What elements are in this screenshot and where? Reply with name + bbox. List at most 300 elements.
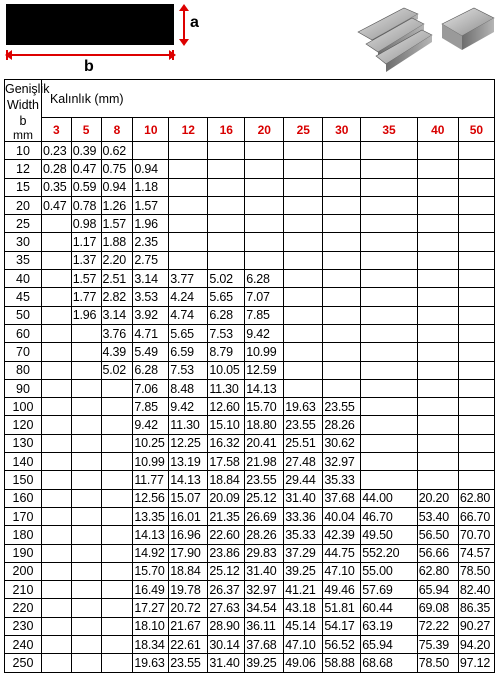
weight-cell: 47.10 [323, 562, 361, 580]
weight-cell: 37.29 [284, 544, 323, 562]
weight-cell: 7.53 [169, 361, 208, 379]
weight-cell: 21.98 [245, 453, 284, 471]
weight-cell [41, 654, 71, 672]
weight-cell [417, 416, 458, 434]
width-cell: 120 [5, 416, 42, 434]
weight-cell: 7.07 [245, 288, 284, 306]
weight-cell: 9.42 [133, 416, 169, 434]
weight-cell [458, 379, 494, 397]
table-row [5, 361, 495, 379]
weight-cell [417, 196, 458, 214]
weight-cell [71, 599, 101, 617]
weight-cell [245, 160, 284, 178]
table-row [5, 379, 495, 397]
weight-cell: 1.88 [101, 233, 133, 251]
weight-cell [458, 233, 494, 251]
width-header-en: Width [7, 98, 39, 112]
weight-cell: 40.04 [323, 507, 361, 525]
weight-cell [417, 434, 458, 452]
weight-cell: 3.76 [101, 324, 133, 342]
weight-cell [417, 270, 458, 288]
width-header-tr: Genişlik [5, 82, 50, 96]
weight-cell [169, 178, 208, 196]
weight-cell: 12.25 [169, 434, 208, 452]
weight-table [4, 79, 495, 673]
weight-cell [71, 507, 101, 525]
weight-cell: 19.63 [284, 398, 323, 416]
weight-cell [284, 196, 323, 214]
weight-cell: 58.88 [323, 654, 361, 672]
table-row [5, 142, 495, 160]
table-row [5, 233, 495, 251]
weight-cell: 39.25 [284, 562, 323, 580]
weight-cell: 30.14 [208, 636, 245, 654]
weight-cell: 1.57 [133, 196, 169, 214]
weight-cell: 8.48 [169, 379, 208, 397]
weight-cell: 6.28 [245, 270, 284, 288]
weight-cell [133, 142, 169, 160]
weight-cell [71, 324, 101, 342]
weight-cell: 1.96 [133, 215, 169, 233]
weight-cell: 27.63 [208, 599, 245, 617]
weight-cell [361, 324, 417, 342]
weight-cell: 2.35 [133, 233, 169, 251]
weight-cell [208, 251, 245, 269]
table-row [5, 453, 495, 471]
width-header-unit: mm [12, 128, 33, 142]
weight-cell [417, 453, 458, 471]
thickness-col-header: 40 [417, 118, 458, 142]
weight-cell [323, 160, 361, 178]
weight-cell: 44.75 [323, 544, 361, 562]
table-row [5, 288, 495, 306]
thickness-col-header: 8 [101, 118, 133, 142]
weight-cell [323, 142, 361, 160]
weight-cell: 5.49 [133, 343, 169, 361]
weight-cell: 42.39 [323, 526, 361, 544]
weight-cell [361, 379, 417, 397]
width-cell: 140 [5, 453, 42, 471]
weight-cell [101, 599, 133, 617]
weight-cell: 7.06 [133, 379, 169, 397]
weight-cell: 2.75 [133, 251, 169, 269]
weight-cell [41, 398, 71, 416]
weight-cell: 28.26 [323, 416, 361, 434]
weight-cell: 12.59 [245, 361, 284, 379]
weight-cell [208, 233, 245, 251]
weight-cell: 18.84 [208, 471, 245, 489]
table-row [5, 562, 495, 580]
thickness-col-header: 12 [169, 118, 208, 142]
weight-cell: 20.72 [169, 599, 208, 617]
weight-cell [458, 196, 494, 214]
weight-cell [41, 379, 71, 397]
weight-cell [101, 617, 133, 635]
weight-cell [169, 251, 208, 269]
weight-cell: 11.30 [169, 416, 208, 434]
weight-cell: 7.53 [208, 324, 245, 342]
weight-cell: 32.97 [245, 581, 284, 599]
weight-cell [361, 398, 417, 416]
weight-cell [71, 398, 101, 416]
weight-cell: 1.18 [133, 178, 169, 196]
weight-cell: 0.39 [71, 142, 101, 160]
width-cell: 220 [5, 599, 42, 617]
weight-cell: 14.13 [245, 379, 284, 397]
weight-cell: 23.86 [208, 544, 245, 562]
weight-cell [417, 398, 458, 416]
weight-cell: 12.56 [133, 489, 169, 507]
weight-cell [323, 306, 361, 324]
weight-cell [458, 416, 494, 434]
weight-cell: 78.50 [458, 562, 494, 580]
weight-cell [458, 142, 494, 160]
weight-cell [71, 544, 101, 562]
thickness-col-header: 30 [323, 118, 361, 142]
weight-cell [101, 453, 133, 471]
width-header-cell [5, 80, 50, 142]
weight-cell: 25.51 [284, 434, 323, 452]
weight-cell: 19.78 [169, 581, 208, 599]
weight-cell [361, 361, 417, 379]
weight-cell: 62.80 [458, 489, 494, 507]
weight-cell [284, 160, 323, 178]
weight-cell [417, 142, 458, 160]
weight-cell: 5.65 [208, 288, 245, 306]
weight-cell [101, 562, 133, 580]
weight-cell: 39.25 [245, 654, 284, 672]
weight-cell [41, 562, 71, 580]
weight-cell [71, 379, 101, 397]
table-row [5, 617, 495, 635]
weight-cell: 3.92 [133, 306, 169, 324]
weight-cell [284, 288, 323, 306]
weight-cell: 0.47 [71, 160, 101, 178]
weight-cell: 51.81 [323, 599, 361, 617]
weight-cell: 70.70 [458, 526, 494, 544]
weight-cell: 27.48 [284, 453, 323, 471]
width-cell: 80 [5, 361, 42, 379]
weight-cell [41, 288, 71, 306]
weight-cell: 15.07 [169, 489, 208, 507]
weight-cell [284, 324, 323, 342]
weight-cell [169, 142, 208, 160]
width-cell: 90 [5, 379, 42, 397]
weight-cell [361, 233, 417, 251]
weight-cell: 17.27 [133, 599, 169, 617]
weight-cell: 18.34 [133, 636, 169, 654]
weight-cell: 2.20 [101, 251, 133, 269]
weight-cell [71, 617, 101, 635]
weight-cell: 10.99 [133, 453, 169, 471]
weight-cell: 12.60 [208, 398, 245, 416]
weight-cell [323, 215, 361, 233]
weight-cell: 16.01 [169, 507, 208, 525]
weight-cell: 36.11 [245, 617, 284, 635]
weight-cell [284, 270, 323, 288]
weight-cell: 0.59 [71, 178, 101, 196]
weight-cell [41, 471, 71, 489]
table-row [5, 599, 495, 617]
width-cell: 12 [5, 160, 42, 178]
weight-cell [71, 562, 101, 580]
weight-cell [245, 233, 284, 251]
weight-cell: 30.62 [323, 434, 361, 452]
weight-cell [245, 196, 284, 214]
weight-cell: 56.52 [323, 636, 361, 654]
weight-cell: 20.41 [245, 434, 284, 452]
weight-cell: 75.39 [417, 636, 458, 654]
table-row [5, 544, 495, 562]
table-row [5, 215, 495, 233]
weight-cell: 19.63 [133, 654, 169, 672]
weight-cell: 23.55 [323, 398, 361, 416]
weight-cell: 53.40 [417, 507, 458, 525]
weight-cell [361, 215, 417, 233]
weight-cell [458, 288, 494, 306]
weight-cell [245, 215, 284, 233]
weight-cell: 0.47 [41, 196, 71, 214]
thickness-col-header: 16 [208, 118, 245, 142]
weight-cell: 49.46 [323, 581, 361, 599]
width-cell: 25 [5, 215, 42, 233]
weight-cell: 65.94 [417, 581, 458, 599]
weight-cell: 3.53 [133, 288, 169, 306]
weight-cell: 21.67 [169, 617, 208, 635]
weight-cell: 0.94 [101, 178, 133, 196]
weight-cell [101, 636, 133, 654]
table-row [5, 270, 495, 288]
weight-cell [458, 178, 494, 196]
table-row [5, 489, 495, 507]
weight-cell: 25.12 [245, 489, 284, 507]
weight-cell: 65.94 [361, 636, 417, 654]
weight-cell [101, 544, 133, 562]
table-row [5, 343, 495, 361]
weight-cell [417, 178, 458, 196]
weight-cell: 31.40 [284, 489, 323, 507]
weight-cell [169, 215, 208, 233]
weight-cell: 4.74 [169, 306, 208, 324]
cross-section-bar [6, 4, 174, 45]
weight-cell [458, 343, 494, 361]
weight-cell: 18.84 [169, 562, 208, 580]
weight-cell: 7.85 [133, 398, 169, 416]
weight-cell: 11.77 [133, 471, 169, 489]
weight-cell: 31.40 [245, 562, 284, 580]
weight-cell [101, 416, 133, 434]
weight-cell: 11.30 [208, 379, 245, 397]
weight-cell [71, 526, 101, 544]
weight-cell [41, 489, 71, 507]
weight-cell: 5.02 [208, 270, 245, 288]
weight-cell: 1.17 [71, 233, 101, 251]
weight-cell: 41.21 [284, 581, 323, 599]
table-row [5, 160, 495, 178]
weight-cell [323, 288, 361, 306]
weight-cell: 43.18 [284, 599, 323, 617]
weight-cell [361, 471, 417, 489]
weight-cell: 6.28 [208, 306, 245, 324]
weight-cell [323, 343, 361, 361]
width-cell: 250 [5, 654, 42, 672]
weight-cell [284, 251, 323, 269]
weight-cell: 17.58 [208, 453, 245, 471]
weight-cell [284, 343, 323, 361]
weight-cell: 5.65 [169, 324, 208, 342]
weight-cell: 49.50 [361, 526, 417, 544]
weight-cell [323, 233, 361, 251]
weight-cell [323, 361, 361, 379]
weight-cell [245, 251, 284, 269]
weight-cell [323, 324, 361, 342]
width-label-b: b [84, 58, 94, 75]
width-cell: 200 [5, 562, 42, 580]
weight-cell: 62.80 [417, 562, 458, 580]
weight-cell: 10.25 [133, 434, 169, 452]
table-row [5, 398, 495, 416]
weight-cell: 9.42 [245, 324, 284, 342]
weight-cell: 35.33 [284, 526, 323, 544]
weight-cell [417, 306, 458, 324]
weight-cell: 20.09 [208, 489, 245, 507]
weight-cell: 1.96 [71, 306, 101, 324]
weight-cell: 22.60 [208, 526, 245, 544]
weight-cell [208, 215, 245, 233]
weight-cell: 0.94 [133, 160, 169, 178]
table-body [5, 142, 495, 673]
width-cell: 50 [5, 306, 42, 324]
weight-cell: 28.26 [245, 526, 284, 544]
table-row [5, 251, 495, 269]
thickness-col-header: 20 [245, 118, 284, 142]
width-cell: 15 [5, 178, 42, 196]
weight-cell [101, 379, 133, 397]
weight-cell: 72.22 [417, 617, 458, 635]
weight-cell: 0.23 [41, 142, 71, 160]
weight-cell: 552.20 [361, 544, 417, 562]
weight-cell: 37.68 [245, 636, 284, 654]
weight-cell: 14.92 [133, 544, 169, 562]
weight-cell [458, 270, 494, 288]
weight-cell [458, 434, 494, 452]
thickness-header: Kalınlık (mm) [41, 80, 494, 118]
weight-cell: 5.02 [101, 361, 133, 379]
weight-cell: 35.33 [323, 471, 361, 489]
weight-cell: 14.13 [133, 526, 169, 544]
weight-cell: 63.19 [361, 617, 417, 635]
weight-cell [71, 453, 101, 471]
weight-cell: 13.19 [169, 453, 208, 471]
weight-cell: 4.39 [101, 343, 133, 361]
width-cell: 20 [5, 196, 42, 214]
weight-cell [417, 215, 458, 233]
weight-cell [71, 416, 101, 434]
weight-cell [361, 142, 417, 160]
weight-cell [101, 526, 133, 544]
weight-cell [361, 288, 417, 306]
weight-cell [71, 343, 101, 361]
weight-cell [101, 398, 133, 416]
weight-cell [361, 160, 417, 178]
weight-cell: 1.37 [71, 251, 101, 269]
width-cell: 210 [5, 581, 42, 599]
weight-cell [208, 160, 245, 178]
weight-cell [284, 306, 323, 324]
thickness-label-a: a [190, 14, 199, 31]
weight-cell [417, 288, 458, 306]
weight-cell [284, 215, 323, 233]
weight-cell: 6.59 [169, 343, 208, 361]
weight-cell: 23.55 [169, 654, 208, 672]
weight-cell: 29.44 [284, 471, 323, 489]
weight-cell: 78.50 [417, 654, 458, 672]
weight-cell [458, 453, 494, 471]
weight-cell [41, 233, 71, 251]
weight-cell: 20.20 [417, 489, 458, 507]
weight-cell: 56.66 [417, 544, 458, 562]
weight-cell: 7.85 [245, 306, 284, 324]
weight-cell: 32.97 [323, 453, 361, 471]
weight-cell: 6.28 [133, 361, 169, 379]
weight-cell [71, 434, 101, 452]
weight-cell: 94.20 [458, 636, 494, 654]
weight-cell [361, 453, 417, 471]
width-cell: 230 [5, 617, 42, 635]
weight-cell: 60.44 [361, 599, 417, 617]
weight-cell [41, 434, 71, 452]
weight-cell: 2.82 [101, 288, 133, 306]
width-cell: 10 [5, 142, 42, 160]
weight-cell [41, 343, 71, 361]
weight-cell [417, 160, 458, 178]
weight-cell: 97.12 [458, 654, 494, 672]
weight-cell [458, 306, 494, 324]
weight-cell: 44.00 [361, 489, 417, 507]
weight-cell [458, 324, 494, 342]
weight-cell [458, 251, 494, 269]
weight-cell [458, 361, 494, 379]
weight-cell [417, 324, 458, 342]
weight-cell [41, 270, 71, 288]
weight-cell [101, 434, 133, 452]
weight-cell [323, 270, 361, 288]
weight-cell [71, 654, 101, 672]
width-header-b: b [19, 114, 27, 128]
weight-cell [41, 599, 71, 617]
weight-cell [323, 251, 361, 269]
weight-cell: 3.14 [101, 306, 133, 324]
thickness-values-row [5, 118, 495, 142]
weight-cell [41, 251, 71, 269]
table-row [5, 471, 495, 489]
weight-cell: 18.10 [133, 617, 169, 635]
table-row [5, 507, 495, 525]
width-cell: 160 [5, 489, 42, 507]
weight-cell: 1.57 [71, 270, 101, 288]
weight-cell [71, 636, 101, 654]
table-row [5, 416, 495, 434]
weight-cell [361, 270, 417, 288]
weight-cell: 0.62 [101, 142, 133, 160]
thickness-col-header: 10 [133, 118, 169, 142]
weight-cell [41, 507, 71, 525]
weight-cell: 26.37 [208, 581, 245, 599]
weight-cell [208, 178, 245, 196]
weight-cell [284, 233, 323, 251]
weight-cell [71, 361, 101, 379]
table-row [5, 324, 495, 342]
